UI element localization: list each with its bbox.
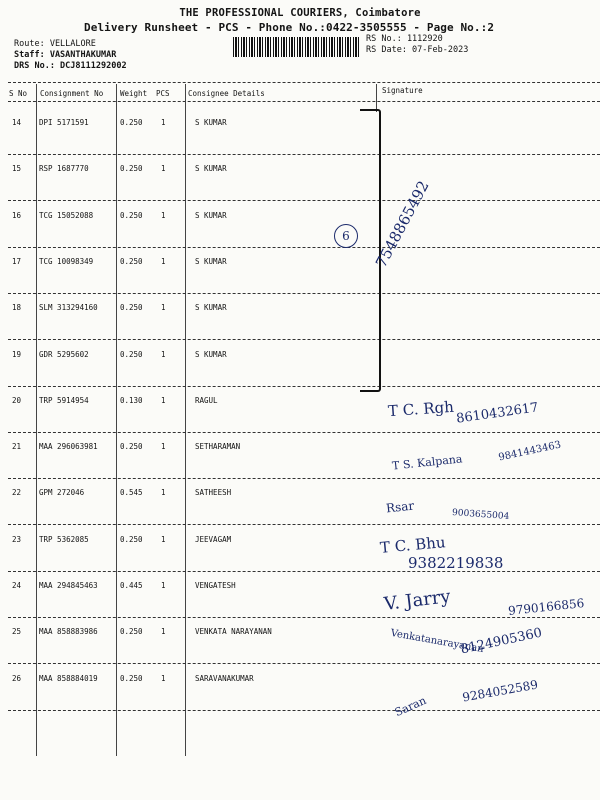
row-sno: 16 (12, 211, 22, 220)
row-consignee: RAGUL (195, 396, 218, 405)
row-consignee: SATHEESH (195, 488, 232, 497)
col-header-consignee: Consignee Details (188, 89, 265, 98)
row-pcs: 1 (161, 535, 166, 544)
row-consignee: SETHARAMAN (195, 442, 241, 451)
row-separator (8, 478, 600, 479)
row-weight: 0.130 (120, 396, 143, 405)
row-pcs: 1 (161, 442, 166, 451)
barcode (233, 37, 359, 57)
row-consignee: S KUMAR (195, 118, 227, 127)
phone-row-21: 9841443463 (497, 439, 563, 464)
row-separator (8, 663, 600, 664)
phone-row-25: 8124905360 (459, 625, 544, 658)
row-pcs: 1 (161, 303, 166, 312)
phone-row-23: 9382219838 (408, 554, 504, 572)
col-header-pcs: PCS (156, 89, 170, 98)
row-sno: 19 (12, 350, 22, 359)
row-sno: 23 (12, 535, 22, 544)
signature-row-23: T C. Bhu (379, 533, 447, 557)
row-pcs: 1 (161, 488, 166, 497)
row-separator (8, 524, 600, 525)
row-separator (8, 710, 600, 711)
row-consignment-no: TRP 5914954 (39, 396, 89, 405)
row-pcs: 1 (161, 350, 166, 359)
row-pcs: 1 (161, 396, 166, 405)
company-title: THE PROFESSIONAL COURIERS, Coimbatore (179, 7, 421, 19)
row-weight: 0.250 (120, 674, 143, 683)
row-consignment-no: TCG 10098349 (39, 257, 94, 266)
row-sno: 21 (12, 442, 22, 451)
row-separator (8, 247, 600, 248)
row-pcs: 1 (161, 257, 166, 266)
col-header-consignment: Consignment No (40, 89, 104, 98)
col-divider (116, 84, 117, 756)
row-weight: 0.250 (120, 211, 143, 220)
row-weight: 0.250 (120, 442, 143, 451)
row-pcs: 1 (161, 627, 166, 636)
row-pcs: 1 (161, 211, 166, 220)
phone-row-26: 9284052589 (461, 677, 539, 705)
row-consignee: S KUMAR (195, 303, 227, 312)
row-consignment-no: MAA 858884019 (39, 674, 98, 683)
col-divider (36, 84, 37, 756)
runsheet-subtitle: Delivery Runsheet - PCS - Phone No.:0422-3505555 - Page No.:2 (84, 21, 495, 34)
row-pcs: 1 (161, 164, 166, 173)
signature-row-22: Rsar (385, 498, 415, 516)
row-sno: 24 (12, 581, 22, 590)
col-header-weight: Weight (120, 89, 148, 98)
row-weight: 0.250 (120, 303, 143, 312)
header-bottom-rule (8, 101, 600, 102)
circled-count: 6 (334, 224, 358, 248)
drs-number: DRS No.: DCJ8111292002 (14, 61, 127, 71)
col-header-signature: Signature (382, 86, 423, 95)
row-weight: 0.250 (120, 535, 143, 544)
row-weight: 0.250 (120, 350, 143, 359)
row-consignment-no: MAA 294845463 (39, 581, 98, 590)
row-consignment-no: MAA 296063981 (39, 442, 98, 451)
row-weight: 0.250 (120, 257, 143, 266)
row-sno: 15 (12, 164, 22, 173)
row-separator (8, 571, 600, 572)
row-sno: 14 (12, 118, 22, 127)
row-consignment-no: TCG 15052088 (39, 211, 94, 220)
row-weight: 0.250 (120, 118, 143, 127)
row-consignee: SARAVANAKUMAR (195, 674, 254, 683)
col-divider (185, 84, 186, 756)
row-sno: 25 (12, 627, 22, 636)
handwritten-phone: 7548865492 (372, 177, 433, 271)
row-consignment-no: DPI 5171591 (39, 118, 89, 127)
row-sno: 20 (12, 396, 22, 405)
rs-date: RS Date: 07-Feb-2023 (366, 45, 469, 55)
signature-row-21: T S. Kalpana (391, 452, 464, 473)
signature-row-26: Saran (392, 693, 429, 720)
row-sno: 26 (12, 674, 22, 683)
row-pcs: 1 (161, 581, 166, 590)
row-separator (8, 432, 600, 433)
row-consignee: S KUMAR (195, 211, 227, 220)
signature-row-25: Venkatanarayanan (389, 627, 485, 656)
col-divider (376, 84, 377, 112)
row-sno: 22 (12, 488, 22, 497)
row-weight: 0.445 (120, 581, 143, 590)
phone-row-20: 8610432617 (455, 400, 540, 427)
phone-row-22: 9003655004 (451, 508, 510, 522)
row-consignee: VENKATA NARAYANAN (195, 627, 272, 636)
row-consignment-no: RSP 1687770 (39, 164, 89, 173)
row-consignee: S KUMAR (195, 257, 227, 266)
row-separator (8, 293, 600, 294)
signature-row-24: V. Jarry (382, 586, 452, 615)
row-separator (8, 386, 600, 387)
row-consignment-no: MAA 858883986 (39, 627, 98, 636)
row-weight: 0.250 (120, 164, 143, 173)
row-consignment-no: GPM 272046 (39, 488, 85, 497)
row-pcs: 1 (161, 118, 166, 127)
row-consignee: JEEVAGAM (195, 535, 232, 544)
row-separator (8, 200, 600, 201)
row-pcs: 1 (161, 674, 166, 683)
row-consignment-no: SLM 313294160 (39, 303, 98, 312)
signature-row-20: T C. Rgh (387, 397, 455, 421)
row-weight: 0.250 (120, 627, 143, 636)
col-header-sno: S No (9, 89, 28, 98)
rs-number: RS No.: 1112920 (366, 34, 443, 44)
row-consignment-no: TRP 5362085 (39, 535, 89, 544)
row-consignment-no: GDR 5295602 (39, 350, 89, 359)
row-separator (8, 154, 600, 155)
route-label: Route: VELLALORE (14, 39, 96, 49)
row-sno: 17 (12, 257, 22, 266)
row-weight: 0.545 (120, 488, 143, 497)
row-consignee: VENGATESH (195, 581, 236, 590)
row-consignee: S KUMAR (195, 350, 227, 359)
header-top-rule (8, 82, 600, 83)
row-consignee: S KUMAR (195, 164, 227, 173)
row-separator (8, 339, 600, 340)
row-sno: 18 (12, 303, 22, 312)
staff-label: Staff: VASANTHAKUMAR (14, 50, 117, 60)
phone-row-24: 9790166856 (507, 596, 585, 618)
